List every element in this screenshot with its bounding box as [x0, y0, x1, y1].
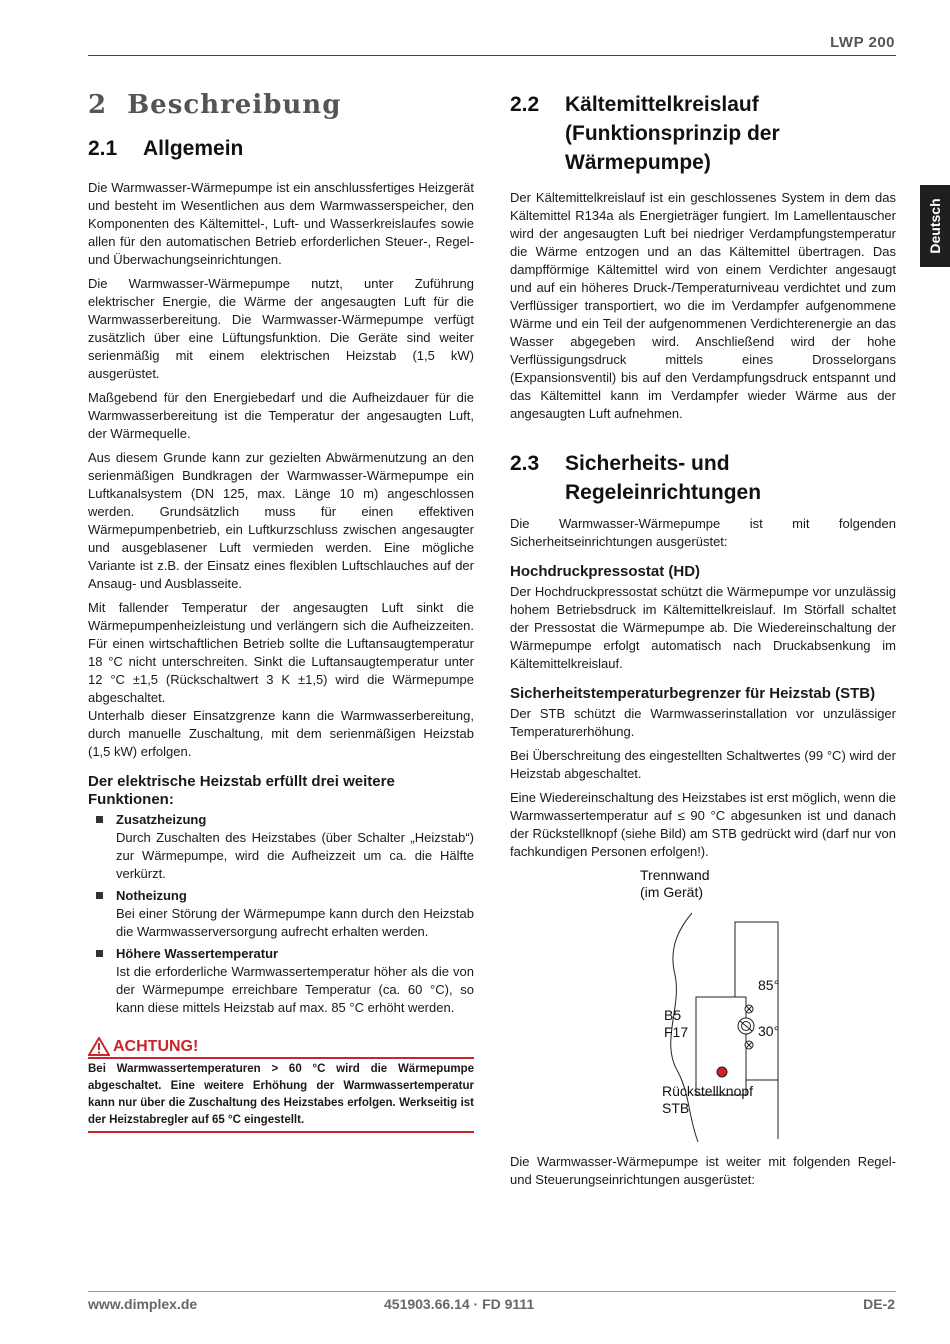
footer-docnum: 451903.66.14 · FD 9111: [384, 1296, 535, 1312]
chapter-number: 2: [88, 90, 108, 120]
label-line: B5: [664, 1007, 682, 1023]
reset-button-icon: [717, 1067, 727, 1077]
section-title: Allgemein: [143, 137, 244, 160]
screw-icon: [745, 1041, 753, 1049]
paragraph: Die Warmwasser-Wärmepumpe nutzt, unter Zuführung elektrischer Energie, die Wärme der angesaugten Luft für die Warmwasserbereitung. Die Warmwasser-Wärmepumpe verfügt zusätzlich über eine Lüftungsfunktion. Die Geräte sind weiter serienmäßig mit einem elektrischen Heizstab (1,5 kW) ausgerüstet.: [88, 276, 474, 381]
warning-box: [88, 1037, 474, 1133]
warning-triangle-icon: [88, 1037, 110, 1056]
heizstab-heading: Der elektrische Heizstab erfüllt drei weitere Funktionen:: [88, 773, 395, 808]
label-line: Rückstellknopf: [662, 1083, 754, 1099]
list-item-text: Ist die erforderliche Warmwassertemperatur höher als die von der Wärmepumpe erreichbare Temperatur (ca. 60 °C), so kann diese mittels Heizstab auf max. 85 °C erhöht werden.: [116, 964, 474, 1015]
section-title: Kältemittelkreislauf (Funktionsprinzip der Wärmepumpe): [565, 93, 780, 174]
language-tab-label: Deutsch: [927, 198, 943, 254]
controller-box: [696, 997, 746, 1095]
label-line: STB: [662, 1100, 690, 1116]
warning-header: [88, 1037, 474, 1059]
footer-website[interactable]: www.dimplex.de: [88, 1296, 198, 1312]
header-divider: [88, 55, 896, 56]
section-number: 2.2: [510, 93, 540, 116]
header-product: LWP 200: [830, 34, 895, 51]
footer-divider: [88, 1291, 896, 1292]
label-b5-f17: [664, 1007, 688, 1041]
paragraph: Maßgebend für den Energiebedarf und die Aufheizdauer für die Warmwasserbereitung ist die Temperatur der angesaugten Luft, der Wärmequelle.: [88, 390, 474, 441]
screw-icon: [745, 1005, 753, 1013]
paragraph: Die Warmwasser-Wärmepumpe ist weiter mit folgenden Regel- und Steuerungseinrichtungen ausgerüstet:: [510, 1154, 896, 1187]
label-reset: [662, 1083, 753, 1117]
label-partition: [640, 867, 710, 901]
list-item-text: Durch Zuschalten des Heizstabes (über Schalter „Heizstab“) zur Wärmepumpe, wird die Aufheizzeit um ca. die Hälfte verkürzt.: [116, 830, 474, 881]
chapter-heading: [88, 90, 474, 120]
paragraph: Mit fallender Temperatur der angesaugten Luft sinkt die Wärmepumpenheizleistung und verlängern sich die Aufheizzeiten. Für einen wirtschaftlichen Betrieb sollte die Luftansaugtemperatur 18 °C nicht unterschreiten. Sinkt die Luftansaugtemperatur unter 12 °C ±1,5 (Rückschaltwert 3 K ±1,5) wird die Wärmepumpe abgeschaltet.: [88, 600, 474, 705]
function-list: [88, 811, 474, 1017]
section-number: 2.1: [88, 137, 118, 160]
section-2-1-heading: [88, 134, 474, 163]
temperature-knob-icon: [738, 1018, 754, 1034]
hd-heading: Hochdruckpressostat (HD): [510, 563, 701, 580]
label-line: F17: [664, 1024, 689, 1040]
paragraph: Unterhalb dieser Einsatzgrenze kann die Warmwasserbereitung, durch manuelle Zuschaltung, mit dem serienmäßigen Heizstab (1,5 kW) erfolgen.: [88, 708, 474, 759]
list-item-title: Notheizung: [116, 888, 187, 903]
section-number: 2.3: [510, 452, 540, 475]
paragraph: Der Hochdruckpressostat schützt die Wärmepumpe vor unzulässig hohem Betriebsdruck im Kältemittelkreislauf. Im Störfall schaltet der Pressostat die Wärmepumpe ab. Die Wiedereinschaltung der Wärmepumpe erfolgt automatisch nach Druckabsenkung im Kältemittelkreislauf.: [510, 584, 896, 671]
stb-heading: Sicherheitstemperaturbegrenzer für Heizstab (STB): [510, 685, 876, 702]
paragraph: Eine Wiedereinschaltung des Heizstabes ist erst möglich, wenn die Warmwassertemperatur auf ≤ 90 °C abgesunken ist und danach der Rückstellknopf (siehe Bild) am STB gedrückt wird (darf nur von fachkundigen Personen erfolgen!).: [510, 790, 896, 859]
label-line: Trennwand: [640, 867, 710, 883]
paragraph: Bei Überschreitung des eingestellten Schaltwertes (99 °C) wird der Heizstab abgeschaltet.: [510, 748, 896, 781]
bullet-square-icon: [96, 892, 103, 899]
language-tab: [920, 185, 950, 267]
stb-figure: [510, 867, 896, 1147]
label-line: (im Gerät): [640, 884, 703, 900]
section-title: Sicherheits- und Regeleinrichtungen: [565, 452, 762, 504]
list-item-title: Zusatzheizung: [116, 812, 207, 827]
list-item: [88, 887, 474, 941]
paragraph: Die Warmwasser-Wärmepumpe ist mit folgenden Sicherheitseinrichtungen ausgerüstet:: [510, 516, 896, 549]
paragraph: Der STB schützt die Warmwasserinstallation vor unzulässiger Temperaturerhöhung.: [510, 706, 896, 739]
right-column: [510, 90, 896, 1195]
list-item: [88, 945, 474, 1017]
paragraph: Aus diesem Grunde kann zur gezielten Abwärmenutzung an den serienmäßigen Bundkragen der Warmwasser-Wärmepumpe ein Luftkanalsystem (DN 125, max. Länge 10 m) angeschlossen werden. Grundsätzlich muss für einen effektiven Wärmepumpenbetrieb, ein Luftkurzschluss zwischen angesaugter und ausgeblasener Luft vermieden werden. Eine mögliche Variante ist z.B. der Einsatz eines flexiblen Luftschlauches auf der Ansaug- und Ausblasseite.: [88, 450, 474, 591]
footer-page: DE-2: [863, 1296, 895, 1312]
bullet-square-icon: [96, 816, 103, 823]
label-30: 30°: [758, 1023, 780, 1039]
label-85: 85°: [758, 977, 780, 993]
paragraph: Der Kältemittelkreislauf ist ein geschlossenes System in dem das Kältemittel R134a als Energieträger fungiert. Im Lamellentauscher wird der angesaugten Luft bei niedriger Verdampfungstemperatur die Wärme entzogen und an das Kältemittel übertragen. Das dampfförmige Kältemittel wird von einem Verdichter angesaugt und auf ein höheres Druck-/Temperaturniveau verdichtet und zum Verflüssiger transportiert, wo die im Verdampfer aufgenommene Wärme und ein Teil der aufgenommenen Verdichterenergie an das Wasser abgegeben wird. Anschließend wird der hohe Verflüssigungsdruck mittels eines Drosselorgans (Expansionsventil) bis auf den Verdampfungsdruck entspannt und das Kältemittel kann im Verdampfer wieder Wärme aus der angesaugten Luft aufnehmen.: [510, 190, 896, 421]
bullet-square-icon: [96, 950, 103, 957]
warning-text: Bei Warmwassertemperaturen > 60 °C wird die Wärmepumpe abgeschaltet. Eine weitere Erhöhung der Warmwassertemperatur kann nur über die Zuschaltung des Heizstabes erfolgen. Werkseitig ist der Heizstabregler auf 65 °C eingestellt.: [88, 1063, 474, 1126]
list-item-title: Höhere Wassertemperatur: [116, 946, 279, 961]
warning-title: ACHTUNG!: [113, 1037, 199, 1055]
section-2-2-heading: [510, 90, 896, 177]
section-2-3-heading: [510, 449, 896, 507]
list-item: [88, 811, 474, 883]
paragraph: Die Warmwasser-Wärmepumpe ist ein anschlussfertiges Heizgerät und besteht im Wesentlichen aus dem Warmwasserspeicher, den Komponenten des Kältemittel-, Luft- und Wasserkreislaufes sowie allen für den automatischen Betrieb erforderlichen Steuer-, Regel- und Überwachungseinrichtungen.: [88, 180, 474, 267]
chapter-title: Beschreibung: [127, 90, 342, 120]
list-item-text: Bei einer Störung der Wärmepumpe kann durch den Heizstab die Warmwasserversorgung aufrecht erhalten werden.: [116, 906, 474, 939]
left-column: [88, 90, 474, 1133]
